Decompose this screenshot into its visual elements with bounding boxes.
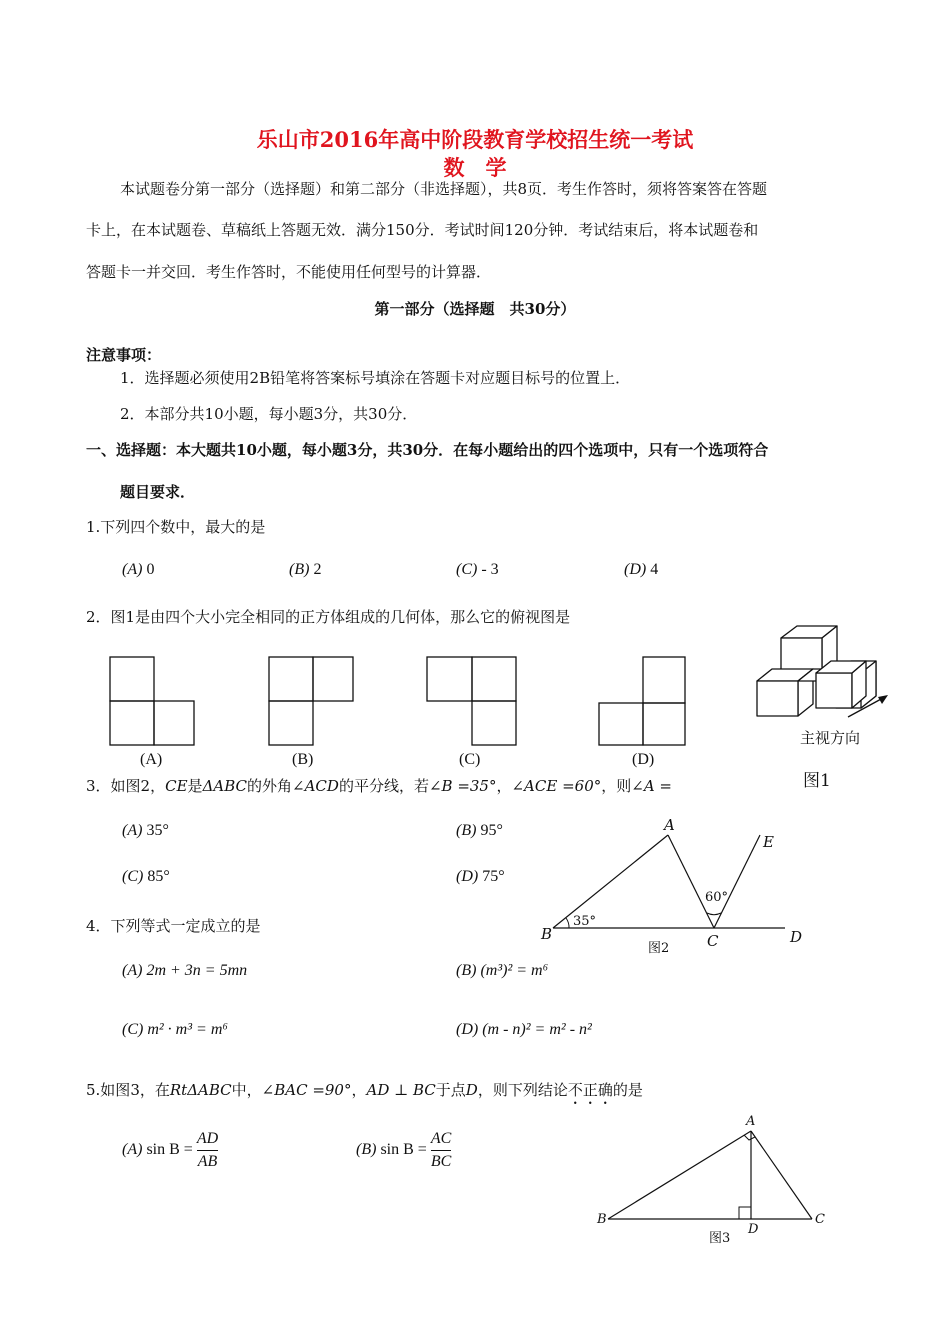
fig3-label-a: A — [746, 1114, 756, 1129]
q2-option-d: (D) — [632, 751, 655, 768]
fig2-label-c: C — [707, 932, 719, 950]
fig2-label-b: B — [541, 925, 553, 943]
q1-option-c: (C) - 3 — [456, 561, 499, 578]
intro-line-2: 卡上，在本试题卷、草稿纸上答题无效．满分150分．考试时间120分钟．考试结束后，将本试题卷和 — [86, 221, 759, 239]
q1-option-b: (B) 2 — [289, 561, 322, 578]
q4-option-a: (A) 2m + 3n = 5mn — [122, 962, 248, 979]
q3-option-c: (C) 85° — [122, 868, 170, 885]
intro-line-3: 答题卡一并交回．考生作答时，不能使用任何型号的计算器． — [86, 263, 492, 281]
q2-option-a: (A) — [140, 751, 163, 768]
fig2-label-e: E — [763, 833, 774, 851]
q4-option-b: (B) (m³)² = m⁶ — [456, 962, 549, 979]
q4-option-d: (D) (m - n)² = m² - n² — [456, 1021, 592, 1038]
fig2-label-d: D — [790, 928, 803, 946]
q3-option-b: (B) 95° — [456, 822, 503, 839]
note-item-1: 1．选择题必须使用2B铅笔将答案标号填涂在答题卡对应题目标号的位置上． — [120, 369, 631, 387]
q5-option-b: (B) sin B = $\frac{AC}{BC}$ — [356, 1130, 452, 1170]
q1-stem: 1.下列四个数中，最大的是 — [86, 518, 266, 536]
q2-stem: 2．图1是由四个大小完全相同的正方体组成的几何体，那么它的俯视图是 — [86, 608, 571, 626]
fig3-caption: 图3 — [709, 1231, 731, 1246]
q1-option-a: (A) 0 — [122, 561, 155, 578]
fig2-label-a: A — [664, 816, 675, 834]
q5-option-a: (A) sin B = $\frac{AD}{AB}$ — [122, 1130, 219, 1170]
fig2-caption: 图2 — [648, 941, 670, 956]
fig3-label-c: C — [815, 1212, 825, 1227]
figure-1-caption: 图1 — [803, 771, 831, 791]
exam-title: 乐山市2016年高中阶段教育学校招生统一考试 — [256, 127, 694, 152]
fig2-angle-c: 60° — [705, 890, 729, 905]
q3-option-a: (A) 35° — [122, 822, 169, 839]
q3-stem: 3．如图2，CE是ΔABC的外角∠ACD的平分线，若∠B =35°，∠ACE =60°，则∠A = — [86, 777, 673, 795]
section1-line-1: 一、选择题：本大题共10小题，每小题3分，共30分．在每小题给出的四个选项中，只有一个选项符合 — [86, 441, 769, 459]
q4-option-c: (C) m² · m³ = m⁶ — [122, 1021, 228, 1038]
q5-stem: 5.如图3，在RtΔABC中，∠BAC =90°，AD ⊥ BC于点D，则下列结论不正确的是 — [86, 1081, 643, 1099]
part1-heading: 第一部分（选择题 共30分） — [374, 300, 576, 318]
fig3-label-d: D — [748, 1222, 759, 1237]
view-direction-label: 主视方向 — [800, 729, 861, 747]
section1-line-2: 题目要求． — [120, 483, 196, 501]
fig2-angle-b: 35° — [573, 914, 597, 929]
subject-title: 数 学 — [443, 155, 507, 180]
fig3-label-b: B — [597, 1212, 607, 1227]
q2-option-b: (B) — [292, 751, 314, 768]
q4-stem: 4．下列等式一定成立的是 — [86, 917, 261, 935]
q3-option-d: (D) 75° — [456, 868, 505, 885]
q2-option-c: (C) — [459, 751, 481, 768]
q1-option-d: (D) 4 — [624, 561, 659, 578]
notes-label: 注意事项： — [86, 346, 162, 364]
intro-line-1: 本试题卷分第一部分（选择题）和第二部分（非选择题），共8页．考生作答时，须将答案答在答题 — [120, 180, 768, 198]
note-item-2: 2．本部分共10小题，每小题3分，共30分． — [120, 405, 418, 423]
